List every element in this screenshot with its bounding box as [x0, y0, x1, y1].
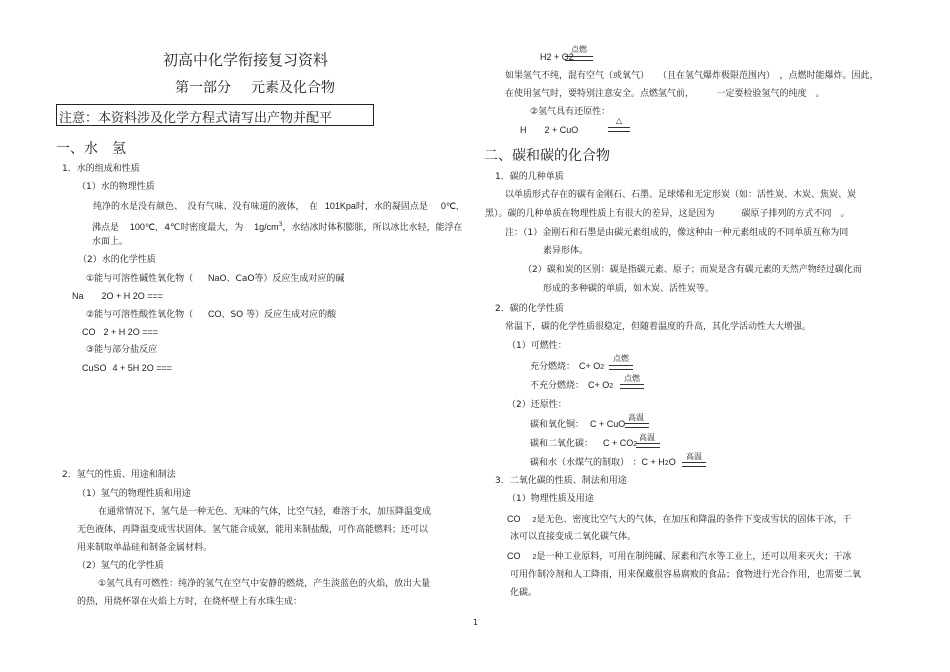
paragraph-line: 纯净的水是没有颜色、 没有气味、没有味道的液体， 在 101Kpa时，水的凝固点是 0℃, — [93, 201, 459, 212]
reaction-arrow — [625, 423, 649, 428]
page-number: 1 — [473, 618, 479, 627]
section-heading-carbon: 二、碳和碳的化合物 — [484, 148, 610, 164]
section-heading-water-hydrogen: 一、水 氢 — [56, 141, 126, 157]
part-name: 元素及化合物 — [251, 80, 335, 96]
condition-label: 点燃 — [571, 45, 587, 54]
condition-label: 高温 — [639, 433, 655, 442]
paragraph-line: 可用作制冷剂和人工降雨，用来保藏很容易腐败的食品；食物进行光合作用，也需要二氧 — [510, 570, 862, 580]
equation: 碳和二氧化碳： C + CO2 — [530, 438, 638, 449]
paragraph-line: ②氢气具有还原性： — [530, 107, 611, 117]
equation: CO 2 + H 2O === — [82, 327, 159, 337]
paragraph-line: CO 2是一种工业原料，可用在制纯碱、尿素和汽水等工业上，还可以用来灭火；干冰 — [507, 551, 852, 562]
paragraph-line: 如果氢气不纯，混有空气（或氧气） （且在氢气爆炸极限范围内） ，点燃时能爆炸。因此， — [505, 71, 879, 81]
paragraph-line: 冰可以直接变成二氧化碳气体。 — [510, 532, 637, 542]
paragraph-line: ①氢气具有可燃性：纯净的氢气在空气中安静的燃烧，产生淡蓝色的火焰，放出大量 — [98, 579, 431, 589]
paragraph-line: 用来制取单晶硅和制备金属材料。 — [77, 543, 213, 553]
paragraph-line: 素异形体。 — [543, 246, 589, 256]
paragraph-line: （2）碳和炭的区别：碳是指碳元素、原子；而炭是含有碳元素的天然产物经过碳化而 — [523, 265, 862, 275]
reaction-arrow — [609, 365, 633, 370]
equation: H 2 + CuO — [520, 125, 579, 135]
equation: 不充分燃烧： C+ O2 — [530, 380, 614, 391]
paragraph-line: 形成的多种碳的单质，如木炭、活性炭等。 — [543, 284, 715, 294]
equation: H2 + O2 — [540, 52, 574, 62]
subheading-carbon-chemical: 2．碳的化学性质 — [495, 304, 564, 314]
condition-label: 高温 — [686, 452, 702, 461]
paragraph-line: 无色液体，再降温变成雪状固体。氢气能合成氨，能用来制盐酸，可作高能燃料；还可以 — [77, 525, 429, 535]
paragraph-line: 沸点是 100℃, 4℃时密度最大，为 $1g/cm^3$，水结冰时体积膨胀，所以冰比水轻，能浮在 — [92, 221, 463, 233]
equation: 碳和水（水煤气的制取） ：C + H2O — [530, 457, 676, 468]
condition-label: 高温 — [628, 413, 644, 422]
equation: 充分燃烧： C+ O2 — [530, 361, 605, 372]
paragraph-line: 常温下，碳的化学性质很稳定，但随着温度的升高，其化学活动性大大增强。 — [505, 322, 812, 332]
subheading-water: 1．水的组成和性质 — [62, 164, 140, 174]
equation: CuSO 4 + 5H 2O === — [82, 363, 173, 373]
paragraph-line: 化碳。 — [510, 588, 538, 598]
subheading-water-chemical: （2）水的化学性质 — [78, 255, 156, 265]
reaction-arrow — [565, 56, 593, 61]
list-item: ①能与可溶性碱性氧化物（ NaO、CaO等）反应生成对应的碱 — [86, 273, 345, 284]
notice-box — [56, 104, 374, 126]
equation: 碳和氧化铜： C + CuO — [530, 419, 626, 430]
notice-text: 注意：本资料涉及化学方程式请写出产物并配平 — [59, 111, 333, 126]
subheading-water-physical: （1）水的物理性质 — [77, 182, 155, 192]
reaction-arrow — [620, 384, 644, 389]
paragraph-line: 以单质形式存在的碳有金刚石、石墨、足球烯和无定形炭（如：活性炭、木炭、焦炭、炭 — [505, 190, 857, 200]
condition-label: 点燃 — [613, 354, 629, 363]
paragraph-line: 黑）。碳的几种单质在物理性质上有很大的差异，这是因为 碳原子排列的方式不同 。 — [485, 209, 850, 219]
condition-label: 点燃 — [624, 374, 640, 383]
subheading-hydrogen: 2．氢气的性质、用途和制法 — [62, 470, 176, 480]
subheading-hydrogen-chemical: （2）氢气的化学性质 — [77, 561, 164, 571]
subheading-co2-physical: （1）物理性质及用途 — [507, 494, 594, 504]
equation: Na 2O + H 2O === — [72, 291, 164, 301]
reaction-arrow — [636, 443, 660, 448]
paragraph-line: 的热，用烧杯罩在火焰上方时，在烧杯壁上有水珠生成： — [77, 597, 303, 607]
list-item: ③能与部分盐反应 — [86, 345, 158, 355]
subheading-hydrogen-physical: （1）氢气的物理性质和用途 — [77, 489, 191, 499]
subheading-combustibility: （1）可燃性： — [507, 341, 567, 351]
list-item: ②能与可溶性酸性氧化物（ CO、SO 等）反应生成对应的酸 — [86, 309, 337, 320]
reaction-arrow — [608, 127, 630, 132]
subheading-reducibility: （2）还原性： — [507, 400, 567, 410]
subheading-co2: 3．二氧化碳的性质、制法和用途 — [495, 476, 627, 486]
part-label: 第一部分 — [175, 80, 231, 96]
document-title: 初高中化学衔接复习资料 — [163, 51, 329, 69]
reaction-arrow — [682, 462, 706, 467]
paragraph-line: 注：（1）金刚石和石墨是由碳元素组成的，像这种由一种元素组成的不同单质互称为同 — [505, 228, 849, 238]
condition-label: △ — [615, 116, 623, 125]
subheading-carbon-forms: 1．碳的几种单质 — [495, 172, 564, 182]
paragraph-line: CO 2是无色、密度比空气大的气体，在加压和降温的条件下变成雪状的固体干冰，干 — [507, 514, 852, 525]
paragraph-line: 水面上。 — [92, 237, 129, 247]
paragraph-line: 在通常情况下，氢气是一种无色、无味的气体，比空气轻，难溶于水，加压降温变成 — [98, 507, 432, 517]
paragraph-line: 在使用氢气时，要特别注意安全。点燃氢气前， 一定要检验氢气的纯度 。 — [505, 89, 825, 99]
